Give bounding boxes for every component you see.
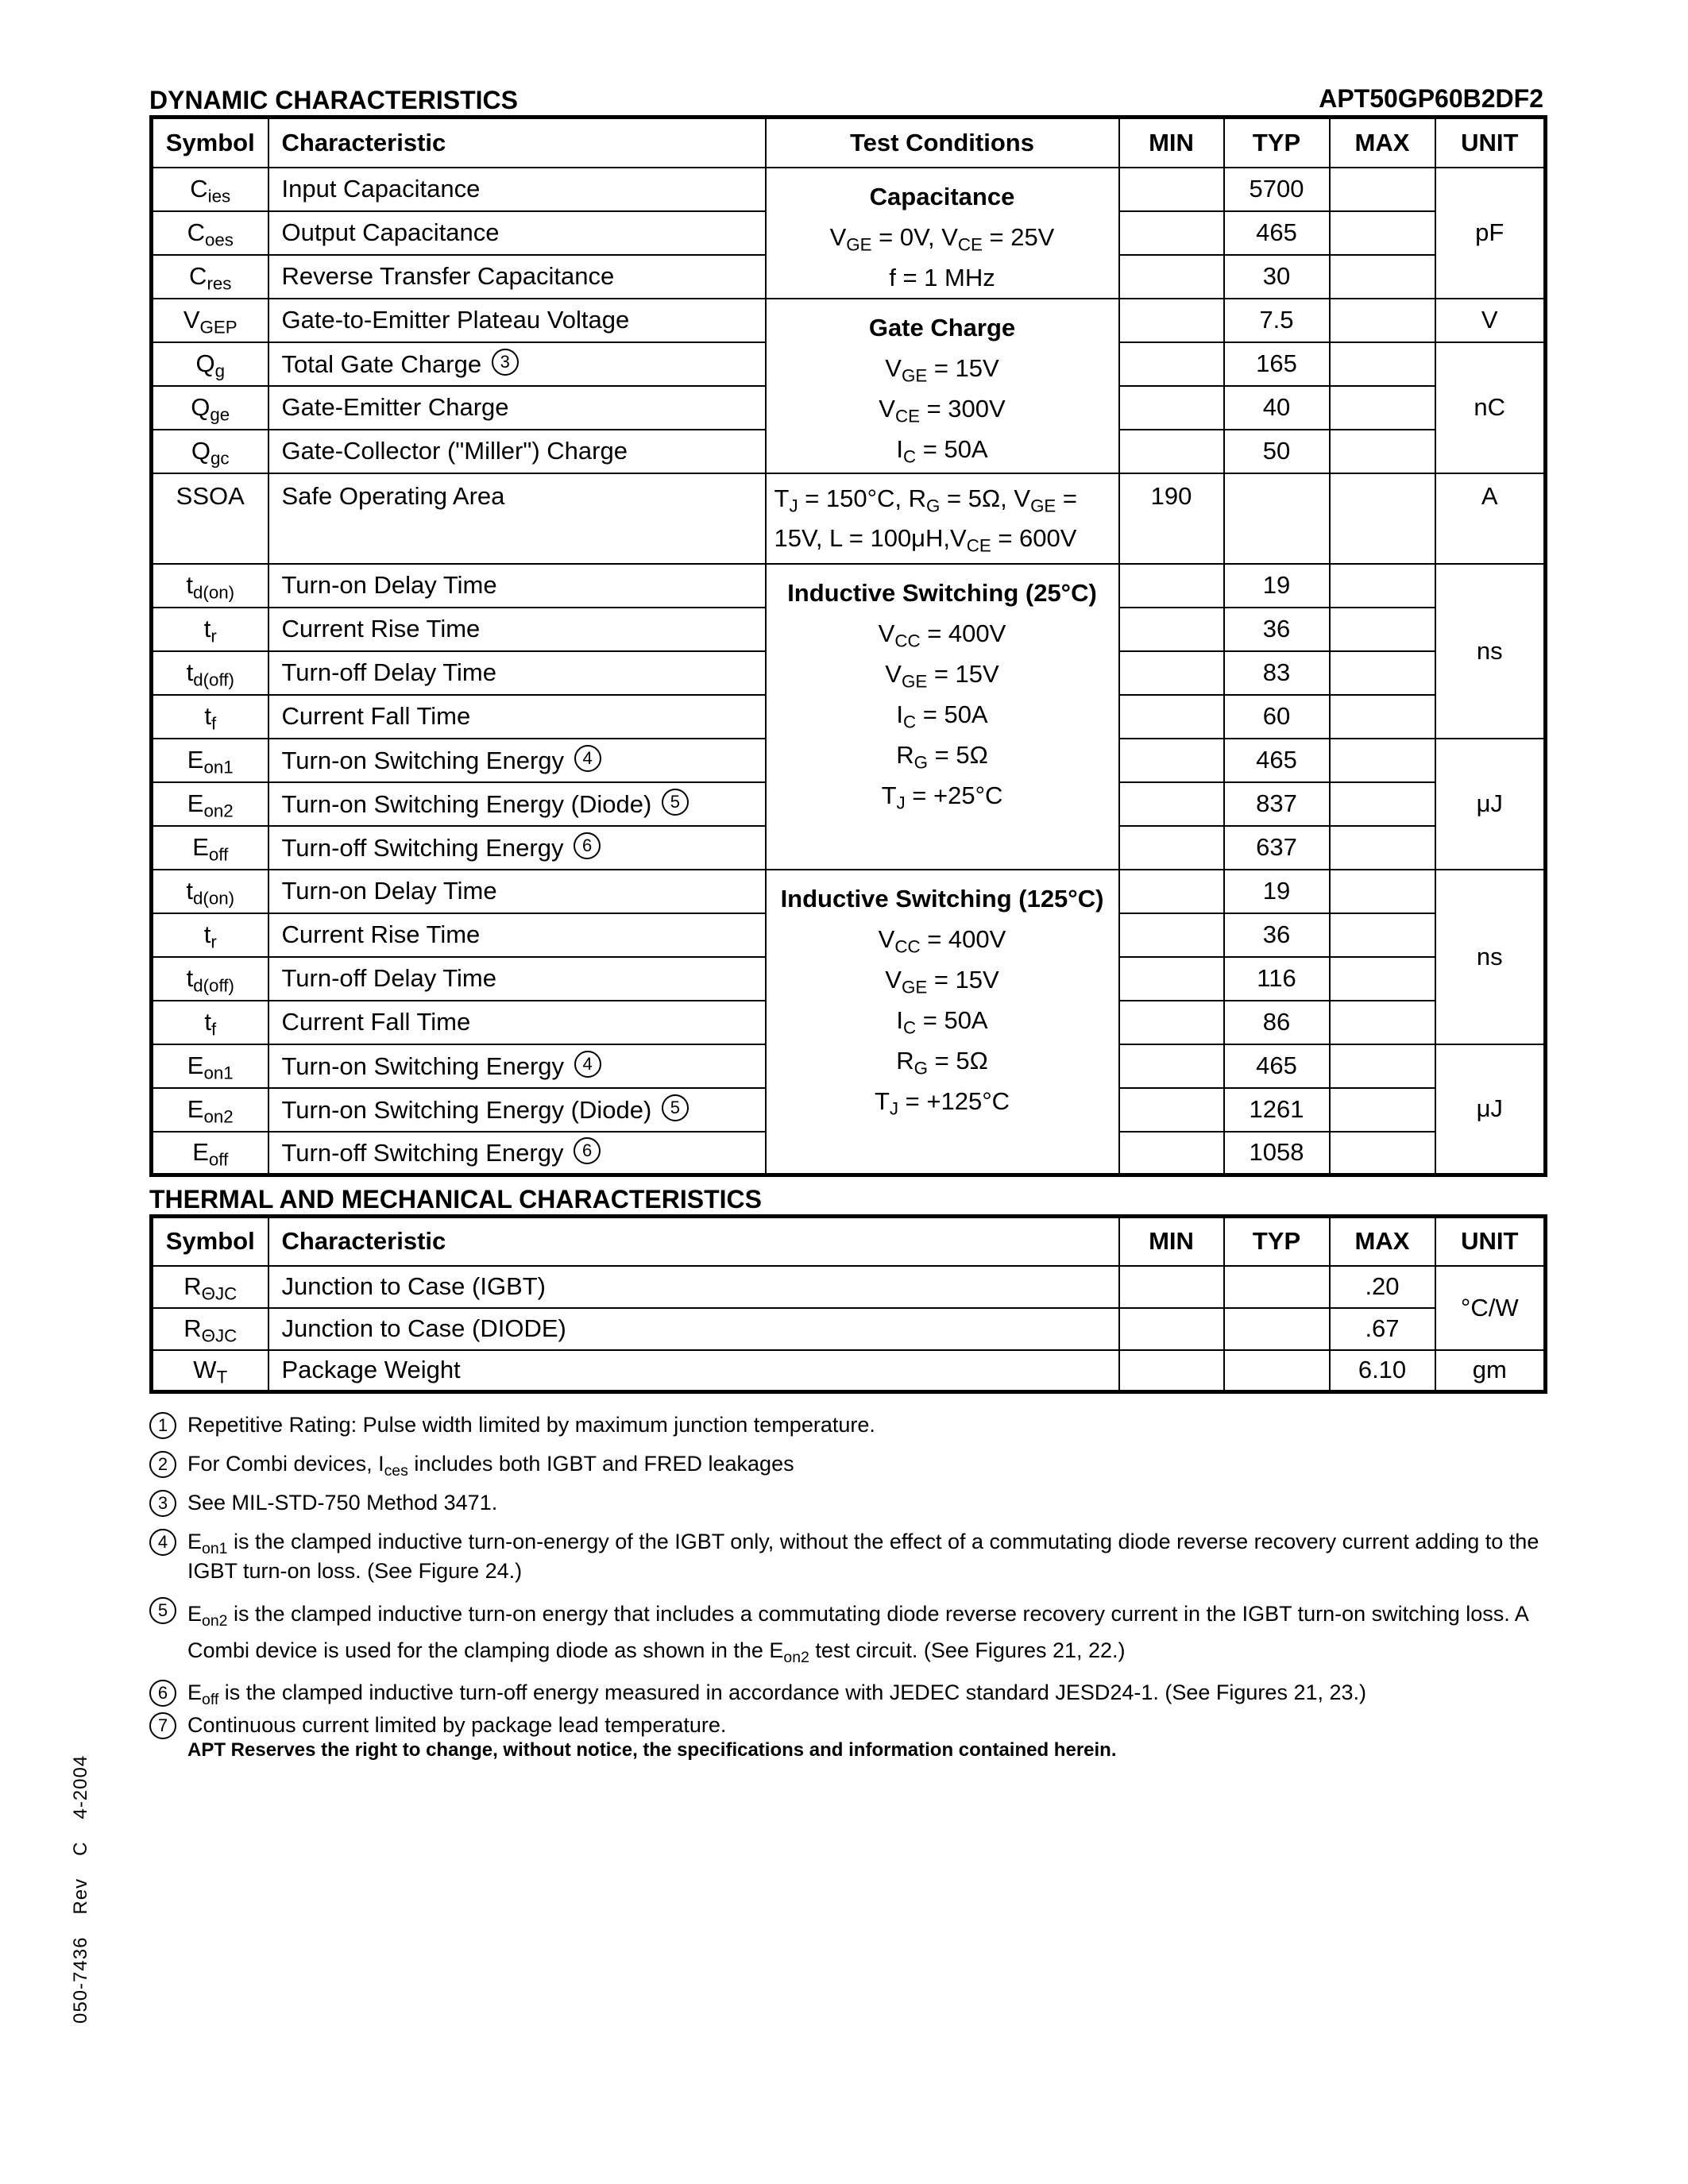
typ-cell <box>1224 1350 1330 1392</box>
characteristic-cell: Turn-on Switching Energy 4 <box>268 739 766 782</box>
symbol-cell: $E_{on2}$ <box>152 782 268 826</box>
symbol-cell: $C_{res}$ <box>152 255 268 299</box>
characteristic-cell: Turn-on Switching Energy (Diode) 5 <box>268 782 766 826</box>
doc-number: 050-7436 <box>70 1936 91 2024</box>
note-7-circle-icon: 7 <box>149 1712 176 1739</box>
note-6-marker-icon: 6 <box>574 1137 601 1164</box>
unit-cell: °C/W <box>1435 1266 1546 1350</box>
min-cell <box>1119 782 1224 826</box>
characteristic-cell: Turn-on Delay Time <box>268 870 766 913</box>
unit-cell: nC <box>1435 342 1546 473</box>
max-cell: .67 <box>1330 1308 1435 1350</box>
max-cell <box>1330 608 1435 651</box>
min-cell <box>1119 1350 1224 1392</box>
characteristic-cell: Turn-on Switching Energy (Diode) 5 <box>268 1088 766 1132</box>
conditions-capacitance: Capacitance $V_{GE} = 0V$, $V_{CE} = 25V$ f = 1 MHz <box>766 168 1119 299</box>
symbol-cell: SSOA <box>152 473 268 564</box>
dynamic-section-title: DYNAMIC CHARACTERISTICS <box>149 86 518 114</box>
characteristic-cell: Gate-to-Emitter Plateau Voltage <box>268 299 766 342</box>
typ-cell: 116 <box>1224 957 1330 1001</box>
typ-cell: 40 <box>1224 386 1330 430</box>
max-cell <box>1330 826 1435 870</box>
dynamic-characteristics-table <box>149 115 1547 1177</box>
unit-cell: pF <box>1435 168 1546 299</box>
min-cell <box>1119 870 1224 913</box>
characteristic-cell: Current Rise Time <box>268 608 766 651</box>
typ-cell: 637 <box>1224 826 1330 870</box>
max-cell <box>1330 651 1435 695</box>
symbol-cell: $C_{oes}$ <box>152 211 268 255</box>
typ-cell: 165 <box>1224 342 1330 386</box>
characteristic-cell: Junction to Case (DIODE) <box>268 1308 1119 1350</box>
characteristic-cell: Gate-Emitter Charge <box>268 386 766 430</box>
note-4-marker-icon: 4 <box>574 1051 601 1078</box>
table-row <box>152 1350 1546 1392</box>
typ-cell: 36 <box>1224 913 1330 957</box>
characteristic-cell: Package Weight <box>268 1350 1119 1392</box>
typ-cell: 465 <box>1224 211 1330 255</box>
max-cell <box>1330 211 1435 255</box>
col-header-unit: UNIT <box>1435 118 1546 168</box>
typ-cell: 86 <box>1224 1001 1330 1044</box>
symbol-cell: $t_{d(on)}$ <box>152 870 268 913</box>
max-cell <box>1330 255 1435 299</box>
col-header-characteristic: Characteristic <box>268 118 766 168</box>
rev-value: C <box>70 1841 91 1856</box>
note-6-marker-icon: 6 <box>574 832 601 859</box>
characteristic-cell: Current Fall Time <box>268 695 766 739</box>
table-row <box>152 473 1546 564</box>
characteristic-cell: Turn-on Delay Time <box>268 564 766 608</box>
note-1-circle-icon: 1 <box>149 1412 176 1439</box>
characteristic-cell: Current Fall Time <box>268 1001 766 1044</box>
note-5-circle-icon: 5 <box>149 1597 176 1624</box>
col-header-characteristic: Characteristic <box>268 1217 1119 1266</box>
disclaimer: APT Reserves the right to change, without notice, the specifications and information contained herein. <box>187 1739 1117 1761</box>
document-footer <box>70 1733 92 2024</box>
conditions-switching-25c: Inductive Switching (25°C) $V_{CC} = 400V$ $V_{GE} = 15V$ $I_C = 50A$ $R_G = 5\Omega$ $T_J = +25^\circ C$ <box>766 564 1119 870</box>
footnote-7: 7 Continuous current limited by package lead temperature. <box>149 1711 1547 1740</box>
min-cell <box>1119 255 1224 299</box>
part-number: APT50GP60B2DF2 <box>1319 84 1543 113</box>
table-header-row <box>152 1217 1546 1266</box>
note-3-marker-icon: 3 <box>492 349 519 376</box>
table-row <box>152 299 1546 342</box>
symbol-cell: $Q_{ge}$ <box>152 386 268 430</box>
characteristic-cell: Total Gate Charge 3 <box>268 342 766 386</box>
characteristic-cell: Turn-on Switching Energy 4 <box>268 1044 766 1088</box>
symbol-cell: $E_{off}$ <box>152 826 268 870</box>
characteristic-cell: Safe Operating Area <box>268 473 766 564</box>
min-cell <box>1119 651 1224 695</box>
note-5-marker-icon: 5 <box>662 789 689 816</box>
symbol-cell: $R_{\Theta JC}$ <box>152 1308 268 1350</box>
characteristic-cell: Turn-off Switching Energy 6 <box>268 1132 766 1175</box>
min-cell <box>1119 564 1224 608</box>
typ-cell: 30 <box>1224 255 1330 299</box>
footnote-3: 3 See MIL-STD-750 Method 3471. <box>149 1488 1547 1518</box>
max-cell <box>1330 1001 1435 1044</box>
unit-cell: μJ <box>1435 1044 1546 1175</box>
max-cell <box>1330 870 1435 913</box>
unit-cell: A <box>1435 473 1546 564</box>
symbol-cell: $E_{off}$ <box>152 1132 268 1175</box>
table-row <box>152 168 1546 211</box>
footnote-6: 6 $E_{off}$ is the clamped inductive turn-off energy measured in accordance with JEDEC standard JESD24-1. (See Figures 21, 23.) <box>149 1678 1547 1707</box>
characteristic-cell: Turn-off Switching Energy 6 <box>268 826 766 870</box>
conditions-gate-charge: Gate Charge $V_{GE} = 15V$ $V_{CE} = 300V$ $I_C = 50A$ <box>766 299 1119 473</box>
symbol-cell: $Q_g$ <box>152 342 268 386</box>
symbol-cell: $t_{d(on)}$ <box>152 564 268 608</box>
col-header-symbol: Symbol <box>152 1217 268 1266</box>
characteristic-cell: Turn-off Delay Time <box>268 957 766 1001</box>
col-header-min: MIN <box>1119 1217 1224 1266</box>
col-header-unit: UNIT <box>1435 1217 1546 1266</box>
note-5-marker-icon: 5 <box>662 1094 689 1121</box>
min-cell <box>1119 386 1224 430</box>
footnote-1: 1 Repetitive Rating: Pulse width limited by maximum junction temperature. <box>149 1410 1547 1440</box>
col-header-symbol: Symbol <box>152 118 268 168</box>
col-header-typ: TYP <box>1224 1217 1330 1266</box>
typ-cell: 465 <box>1224 739 1330 782</box>
note-6-circle-icon: 6 <box>149 1680 176 1707</box>
col-header-max: MAX <box>1330 118 1435 168</box>
note-2-circle-icon: 2 <box>149 1451 176 1478</box>
typ-cell <box>1224 1266 1330 1308</box>
max-cell <box>1330 1044 1435 1088</box>
symbol-cell: $Q_{gc}$ <box>152 430 268 473</box>
symbol-cell: $t_r$ <box>152 913 268 957</box>
unit-cell: μJ <box>1435 739 1546 870</box>
symbol-cell: $t_{d(off)}$ <box>152 651 268 695</box>
min-cell <box>1119 168 1224 211</box>
max-cell <box>1330 957 1435 1001</box>
table-header-row <box>152 118 1546 168</box>
min-cell <box>1119 1044 1224 1088</box>
min-cell <box>1119 957 1224 1001</box>
typ-cell: 83 <box>1224 651 1330 695</box>
min-cell: 190 <box>1119 473 1224 564</box>
symbol-cell: $C_{ies}$ <box>152 168 268 211</box>
symbol-cell: $V_{GEP}$ <box>152 299 268 342</box>
footnote-2: 2 For Combi devices, $I_{ces}$ includes both IGBT and FRED leakages <box>149 1449 1547 1479</box>
conditions-switching-125c: Inductive Switching (125°C) $V_{CC} = 400V$ $V_{GE} = 15V$ $I_C = 50A$ $R_G = 5\Omega$ $T_J = +125^\circ C$ <box>766 870 1119 1175</box>
conditions-ssoa: $T_J = 150^\circ C$, $R_G = 5\Omega$, $V_{GE} = 15V$, $L = 100\mu H,V_{CE} = 600V$ <box>766 473 1119 564</box>
min-cell <box>1119 739 1224 782</box>
rev-label: Rev <box>70 1877 91 1915</box>
max-cell <box>1330 695 1435 739</box>
thermal-section-title: THERMAL AND MECHANICAL CHARACTERISTICS <box>149 1185 762 1214</box>
typ-cell: 837 <box>1224 782 1330 826</box>
characteristic-cell: Input Capacitance <box>268 168 766 211</box>
col-header-max: MAX <box>1330 1217 1435 1266</box>
col-header-min: MIN <box>1119 118 1224 168</box>
min-cell <box>1119 1308 1224 1350</box>
min-cell <box>1119 913 1224 957</box>
note-4-marker-icon: 4 <box>574 745 601 772</box>
characteristic-cell: Junction to Case (IGBT) <box>268 1266 1119 1308</box>
typ-cell: 1261 <box>1224 1088 1330 1132</box>
max-cell <box>1330 1132 1435 1175</box>
min-cell <box>1119 1266 1224 1308</box>
thermal-characteristics-table <box>149 1214 1547 1394</box>
typ-cell: 465 <box>1224 1044 1330 1088</box>
min-cell <box>1119 1132 1224 1175</box>
doc-date: 4-2004 <box>70 1754 91 1819</box>
typ-cell: 36 <box>1224 608 1330 651</box>
symbol-cell: $W_T$ <box>152 1350 268 1392</box>
note-3-circle-icon: 3 <box>149 1490 176 1517</box>
typ-cell: 1058 <box>1224 1132 1330 1175</box>
symbol-cell: $R_{\Theta JC}$ <box>152 1266 268 1308</box>
max-cell <box>1330 913 1435 957</box>
typ-cell: 19 <box>1224 564 1330 608</box>
max-cell <box>1330 1088 1435 1132</box>
unit-cell: V <box>1435 299 1546 342</box>
symbol-cell: $E_{on2}$ <box>152 1088 268 1132</box>
typ-cell: 19 <box>1224 870 1330 913</box>
min-cell <box>1119 430 1224 473</box>
table-row <box>152 564 1546 608</box>
characteristic-cell: Gate-Collector ("Miller") Charge <box>268 430 766 473</box>
unit-cell: ns <box>1435 870 1546 1044</box>
table-row <box>152 1266 1546 1308</box>
typ-cell <box>1224 473 1330 564</box>
max-cell <box>1330 430 1435 473</box>
min-cell <box>1119 1001 1224 1044</box>
symbol-cell: $E_{on1}$ <box>152 1044 268 1088</box>
symbol-cell: $t_f$ <box>152 695 268 739</box>
col-header-typ: TYP <box>1224 118 1330 168</box>
max-cell: .20 <box>1330 1266 1435 1308</box>
characteristic-cell: Output Capacitance <box>268 211 766 255</box>
typ-cell: 5700 <box>1224 168 1330 211</box>
characteristic-cell: Turn-off Delay Time <box>268 651 766 695</box>
min-cell <box>1119 299 1224 342</box>
max-cell: 6.10 <box>1330 1350 1435 1392</box>
typ-cell <box>1224 1308 1330 1350</box>
footnote-5: 5 $E_{on2}$ is the clamped inductive turn-on energy that includes a commutating diode reverse recovery current in the IGBT turn-on switching loss. A Combi device is used for the clamping diode as shown in the $E_{on2}$ test circuit. (See Figures 21, 22.) <box>149 1596 1547 1669</box>
characteristic-cell: Reverse Transfer Capacitance <box>268 255 766 299</box>
symbol-cell: $E_{on1}$ <box>152 739 268 782</box>
typ-cell: 50 <box>1224 430 1330 473</box>
min-cell <box>1119 211 1224 255</box>
max-cell <box>1330 564 1435 608</box>
max-cell <box>1330 168 1435 211</box>
footnote-4: 4 $E_{on1}$ is the clamped inductive turn-on-energy of the IGBT only, without the effect of a commutating diode reverse recovery current adding to the IGBT turn-on loss. (See Figure 24.) <box>149 1527 1547 1586</box>
table-row <box>152 1308 1546 1350</box>
max-cell <box>1330 386 1435 430</box>
characteristic-cell: Current Rise Time <box>268 913 766 957</box>
unit-cell: ns <box>1435 564 1546 739</box>
min-cell <box>1119 342 1224 386</box>
max-cell <box>1330 342 1435 386</box>
unit-cell: gm <box>1435 1350 1546 1392</box>
min-cell <box>1119 1088 1224 1132</box>
min-cell <box>1119 826 1224 870</box>
typ-cell: 60 <box>1224 695 1330 739</box>
footnotes <box>149 1410 1547 1765</box>
min-cell <box>1119 695 1224 739</box>
max-cell <box>1330 782 1435 826</box>
symbol-cell: $t_r$ <box>152 608 268 651</box>
max-cell <box>1330 299 1435 342</box>
symbol-cell: $t_f$ <box>152 1001 268 1044</box>
note-4-circle-icon: 4 <box>149 1529 176 1556</box>
col-header-test-conditions: Test Conditions <box>766 118 1119 168</box>
table-row <box>152 870 1546 913</box>
max-cell <box>1330 739 1435 782</box>
min-cell <box>1119 608 1224 651</box>
typ-cell: 7.5 <box>1224 299 1330 342</box>
symbol-cell: $t_{d(off)}$ <box>152 957 268 1001</box>
max-cell <box>1330 473 1435 564</box>
